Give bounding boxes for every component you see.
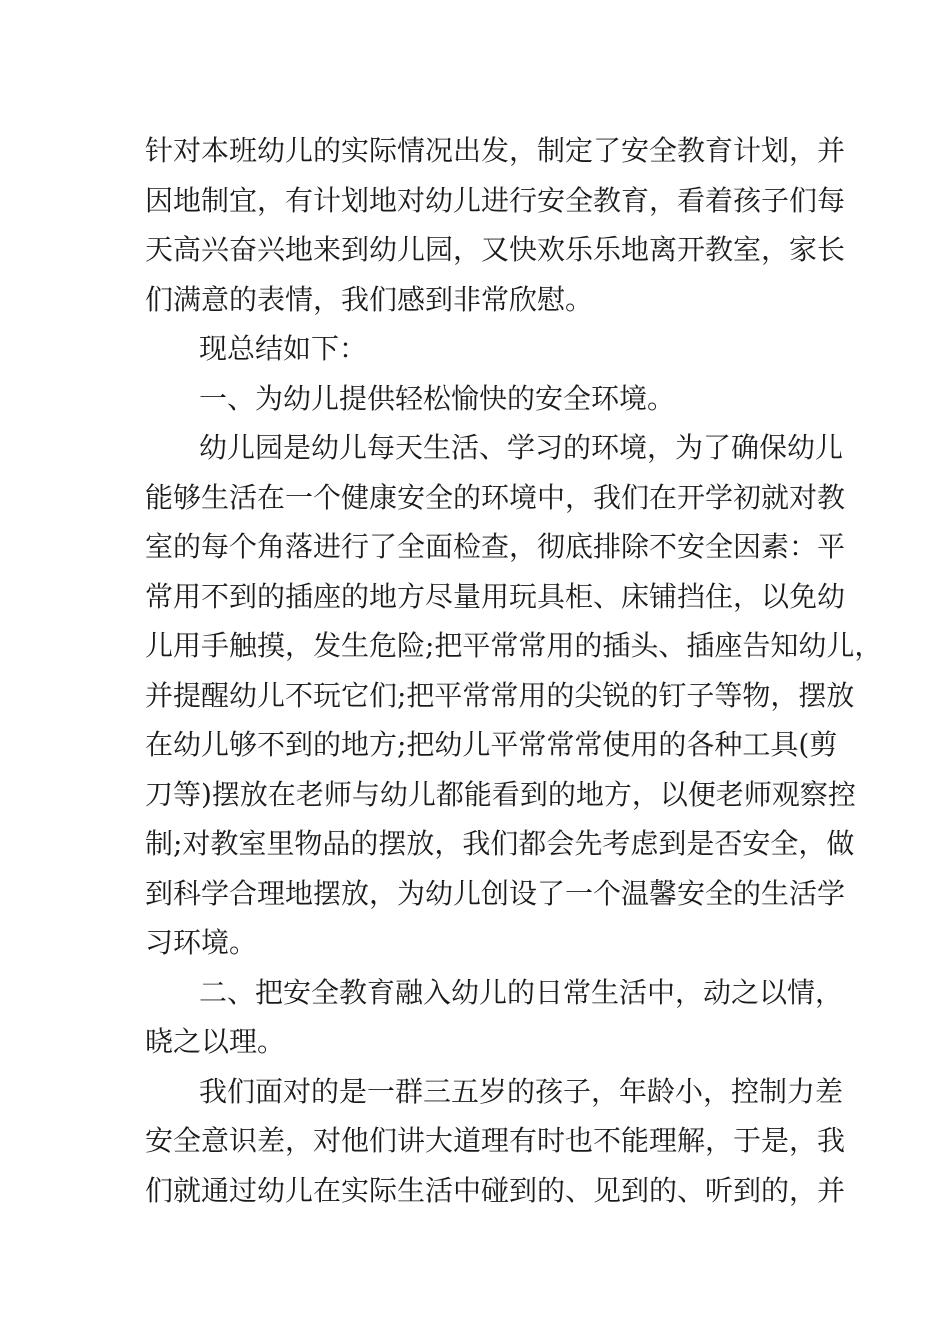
paragraph-heading-1 bbox=[145, 374, 810, 424]
paragraph-section-1-body bbox=[145, 423, 883, 968]
text-line: 并提醒幼儿不玩它们;把平常常用的尖锐的钉子等物，摆放 bbox=[145, 678, 855, 712]
text-line: 因地制宜，有计划地对幼儿进行安全教育，看着孩子们每 bbox=[145, 183, 846, 217]
document-body bbox=[145, 126, 883, 1215]
text-line: 天高兴奋兴地来到幼儿园，又快欢乐乐地离开教室，家长 bbox=[145, 233, 846, 266]
paragraph-heading-2 bbox=[145, 968, 844, 1067]
text-line: 我们面对的是一群三五岁的孩子，年龄小，控制力差 bbox=[199, 1074, 844, 1108]
text-line: 安全意识差，对他们讲大道理有时也不能理解，于是，我 bbox=[145, 1124, 846, 1157]
text-line: 室的每个角落进行了全面检查，彻底排除不安全因素：平 bbox=[145, 530, 846, 563]
text-line: 晓之以理。 bbox=[145, 1025, 286, 1058]
text-line: 在幼儿够不到的地方;把幼儿平常常常使用的各种工具(剪 bbox=[145, 728, 838, 761]
text-line: 刀等)摆放在老师与幼儿都能看到的地方，以便老师观察控 bbox=[145, 777, 856, 811]
text-line: 一、为幼儿提供轻松愉快的安全环境。 bbox=[199, 381, 676, 415]
text-line: 习环境。 bbox=[145, 926, 258, 959]
paragraph-summary-lead bbox=[145, 324, 810, 374]
text-line: 们满意的表情，我们感到非常欣慰。 bbox=[145, 282, 594, 316]
text-line: 到科学合理地摆放，为幼儿创设了一个温馨安全的生活学 bbox=[145, 876, 846, 910]
text-line: 幼儿园是幼儿每天生活、学习的环境，为了确保幼儿 bbox=[199, 431, 844, 464]
text-line: 儿用手触摸，发生危险;把平常常用的插头、插座告知幼儿， bbox=[145, 629, 883, 662]
text-line: 制;对教室里物品的摆放，我们都会先考虑到是否安全，做 bbox=[145, 827, 855, 860]
text-line: 能够生活在一个健康安全的环境中，我们在开学初就对教 bbox=[145, 480, 846, 514]
paragraph-intro bbox=[145, 126, 846, 324]
paragraph-section-2-body bbox=[145, 1067, 846, 1216]
text-line: 们就通过幼儿在实际生活中碰到的、见到的、听到的，并 bbox=[145, 1173, 846, 1207]
text-line: 二、把安全教育融入幼儿的日常生活中，动之以情， bbox=[199, 975, 844, 1009]
text-line: 针对本班幼儿的实际情况出发，制定了安全教育计划，并 bbox=[145, 134, 846, 167]
text-line: 常用不到的插座的地方尽量用玩具柜、床铺挡住，以免幼 bbox=[145, 579, 846, 613]
text-line: 现总结如下： bbox=[199, 332, 368, 365]
